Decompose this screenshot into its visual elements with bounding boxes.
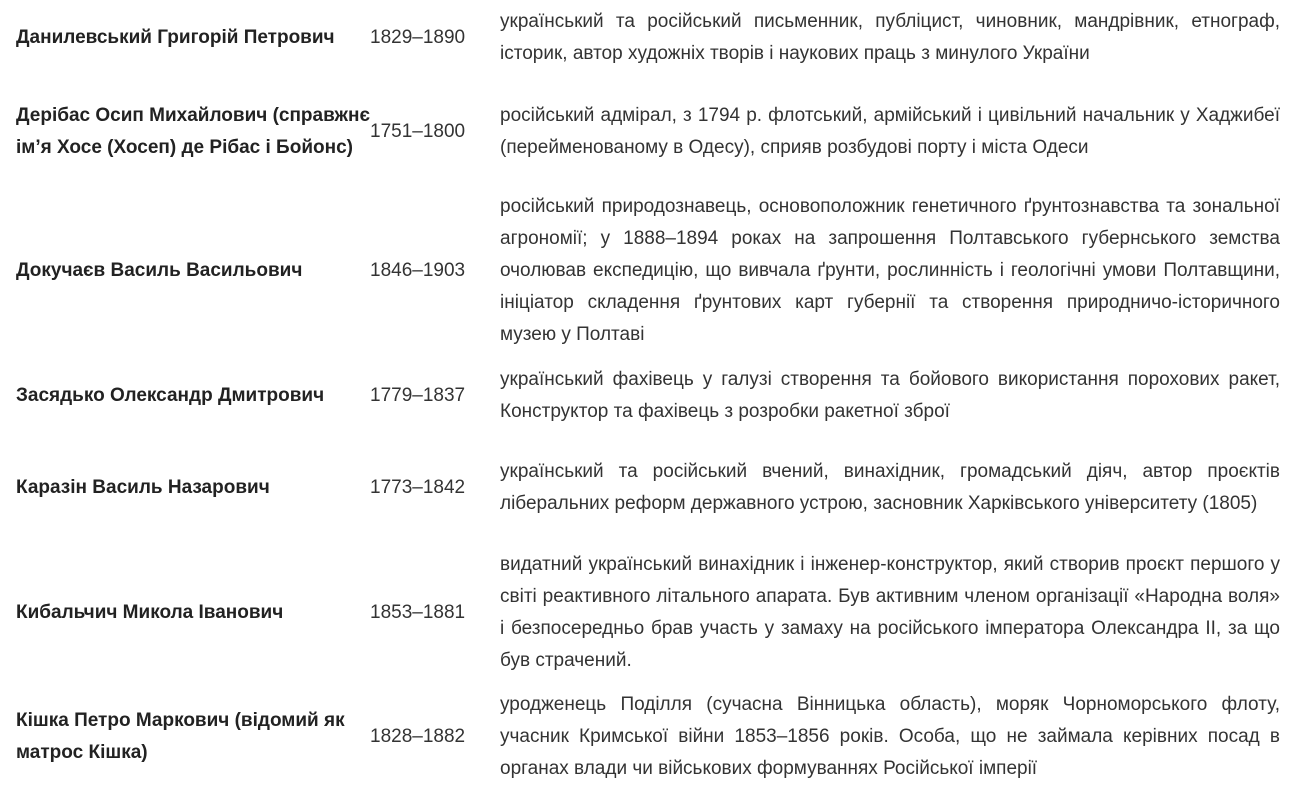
table-row <box>0 440 1300 536</box>
person-years: 1773–1842 <box>370 477 466 498</box>
person-years: 1846–1903 <box>370 260 466 281</box>
person-name: Докучаєв Василь Васильович <box>16 260 303 281</box>
person-description: уродженець Поділля (сучасна Вінницька область), моряк Чорноморського флоту, учасник Кримської війни 1853–1856 років. Особа, що не займала керівних посад в органах влади чи військових формуваннях Російської імперії <box>500 694 1280 779</box>
person-name: Кибальчич Микола Іванович <box>16 602 284 623</box>
table-row <box>0 191 1300 351</box>
person-name: Данилевський Григорій Петрович <box>16 27 335 48</box>
table-row <box>0 689 1300 785</box>
person-years: 1829–1890 <box>370 27 466 48</box>
person-years: 1779–1837 <box>370 385 466 406</box>
person-name: Кішка Петро Маркович (відомий як матрос Кішка) <box>16 710 345 763</box>
person-years: 1751–1800 <box>370 121 466 142</box>
person-name: Засядько Олександр Дмитрович <box>16 385 325 406</box>
person-name: Дерібас Осип Михайлович (справжнє ім’я Хосе (Хосеп) де Рібас і Бойонс) <box>16 105 370 158</box>
table-row <box>0 549 1300 677</box>
person-years: 1828–1882 <box>370 726 466 747</box>
person-description: український фахівець у галузі створення та бойового використання порохових ракет, Конструктор та фахівець з розробки ракетної зброї <box>500 369 1280 422</box>
person-description: російський адмірал, з 1794 р. флотський, армійський і цивільний начальник у Хаджибеї (перейменованому в Одесу), сприяв розбудові порту і міста Одеси <box>500 105 1280 158</box>
person-description: видатний український винахідник і інженер-конструктор, який створив проєкт першого у світі реактивного літального апарата. Був активним членом організації «Народна воля» і безпосередньо брав участь у замаху на російського імператора Олександра ІІ, за що був страчений. <box>500 554 1280 671</box>
table-row <box>0 364 1300 428</box>
person-description: український та російський письменник, публіцист, чиновник, мандрівник, етнограф, історик, автор художніх творів і наукових праць з минулого України <box>500 11 1280 64</box>
person-name: Каразін Василь Назарович <box>16 477 270 498</box>
person-description: російський природознавець, основоположник генетичного ґрунтознавства та зональної агрономії; у 1888–1894 роках на запрошення Полтавського губернського земства очолював експедицію, що вивчала ґрунти, рослинність і геологічні умови Полтавщини, ініціатор складення ґрунтових карт губернії та створення природничо-історичного музею у Полтаві <box>500 196 1280 345</box>
person-years: 1853–1881 <box>370 602 466 623</box>
table-row <box>0 6 1300 70</box>
person-description: український та російський вчений, винахідник, громадський діяч, автор проєктів ліберальних реформ державного устрою, засновник Харківського університету (1805) <box>500 461 1280 514</box>
table-row <box>0 84 1300 180</box>
